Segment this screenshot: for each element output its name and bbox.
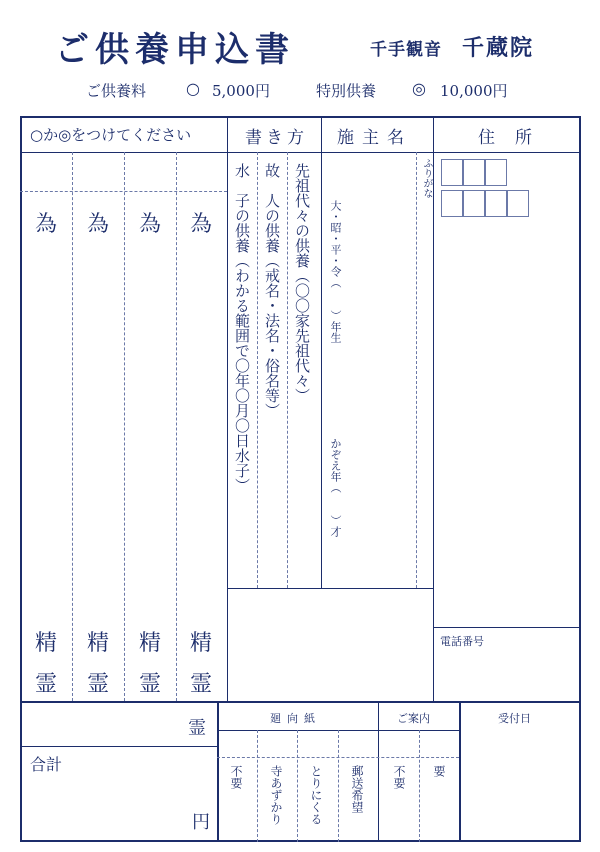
fee-special-amount: 10,000円 xyxy=(440,82,508,100)
rei-1: 霊 xyxy=(35,672,58,697)
col-divider-instruction xyxy=(227,116,228,701)
ekou-header: 廻向紙 xyxy=(270,712,321,725)
col-divider-kakikata xyxy=(321,116,322,588)
header-kakikata: 書き方 xyxy=(245,128,308,148)
sei-4: 精 xyxy=(190,631,213,656)
bottom-col-divider-1 xyxy=(217,701,219,842)
deceased-col-divider-2 xyxy=(124,152,125,701)
annai-option-fuyou[interactable]: 不要 xyxy=(392,765,406,789)
age-count: かぞえ年（ ）才 xyxy=(329,438,342,537)
tame-4: 為 xyxy=(190,212,213,237)
guide-deceased: 故 人の供養（戒名・法名・俗名等） xyxy=(263,163,281,418)
deceased-col-divider-1 xyxy=(72,152,73,701)
birth-era: 大・昭・平・令（ ）年生 xyxy=(329,200,342,343)
annai-option-divider xyxy=(419,730,420,842)
ekou-option-pickup[interactable]: とりにくる xyxy=(309,765,323,825)
guide-divider-2 xyxy=(287,152,288,588)
ekou-option-fuyou[interactable]: 不要 xyxy=(229,765,243,789)
guide-mizuko: 水 子の供養（わかる範囲で〇年〇月〇日水子） xyxy=(233,163,251,493)
ekou-option-mail[interactable]: 郵送希望 xyxy=(350,765,364,813)
ekou-option-divider-1 xyxy=(257,730,258,842)
postal-box-6[interactable] xyxy=(485,190,507,217)
tame-1: 為 xyxy=(35,212,58,237)
postal-box-5[interactable] xyxy=(463,190,485,217)
fee-regular-amount: 5,000円 xyxy=(212,82,270,100)
yen-label: 円 xyxy=(192,812,210,833)
guide-bottom xyxy=(227,588,433,589)
phone-label: 電話番号 xyxy=(440,635,484,648)
form-title: ご供養申込書 xyxy=(55,30,295,70)
guide-divider-1 xyxy=(257,152,258,588)
rei-4: 霊 xyxy=(190,672,213,697)
fee-special-mark[interactable]: ◎ xyxy=(412,79,426,98)
annai-option-you[interactable]: 要 xyxy=(432,765,446,777)
col-divider-sesshu xyxy=(433,116,434,701)
rei-count-label: 霊 xyxy=(188,718,206,739)
fee-special-label: 特別供養 xyxy=(316,82,377,100)
rei-2: 霊 xyxy=(87,672,110,697)
temple-name: 千蔵院 xyxy=(462,35,535,61)
phone-divider xyxy=(433,627,581,628)
guide-ancestors: 先祖代々の供養（〇〇家先祖代々） xyxy=(293,163,311,403)
furigana-label: ふりがな xyxy=(421,158,432,198)
bottom-col-divider-3 xyxy=(459,701,461,842)
tame-3: 為 xyxy=(139,212,162,237)
rei-3: 霊 xyxy=(139,672,162,697)
ekou-option-divider-2 xyxy=(297,730,298,842)
temple-subtitle: 千手観音 xyxy=(370,40,442,60)
ekou-option-tera[interactable]: 寺あずかり xyxy=(269,765,283,825)
header-sesshu: 施主名 xyxy=(337,128,412,148)
rei-count-divider xyxy=(20,746,217,747)
sei-3: 精 xyxy=(139,631,162,656)
annai-header: ご案内 xyxy=(397,712,430,725)
total-label: 合計 xyxy=(30,755,63,774)
uketsuke-label: 受付日 xyxy=(498,712,531,725)
instruction-text: ○か◎をつけてください xyxy=(30,126,192,144)
tame-2: 為 xyxy=(87,212,110,237)
postal-box-7[interactable] xyxy=(507,190,529,217)
postal-box-1[interactable] xyxy=(441,159,463,186)
fee-label: ご供養料 xyxy=(86,82,147,100)
sei-1: 精 xyxy=(35,631,58,656)
postal-box-3[interactable] xyxy=(485,159,507,186)
postal-box-2[interactable] xyxy=(463,159,485,186)
bottom-section-divider xyxy=(20,701,581,703)
header-row-divider xyxy=(20,152,581,153)
sei-2: 精 xyxy=(87,631,110,656)
postal-box-4[interactable] xyxy=(441,190,463,217)
sesshu-divider xyxy=(416,152,417,588)
deceased-col-divider-3 xyxy=(176,152,177,701)
deceased-top-divider xyxy=(20,191,227,192)
ekou-option-divider-3 xyxy=(338,730,339,842)
header-jusho: 住所 xyxy=(478,128,552,148)
fee-regular-mark[interactable]: ○ xyxy=(186,79,200,98)
bottom-col-divider-2 xyxy=(378,701,379,842)
